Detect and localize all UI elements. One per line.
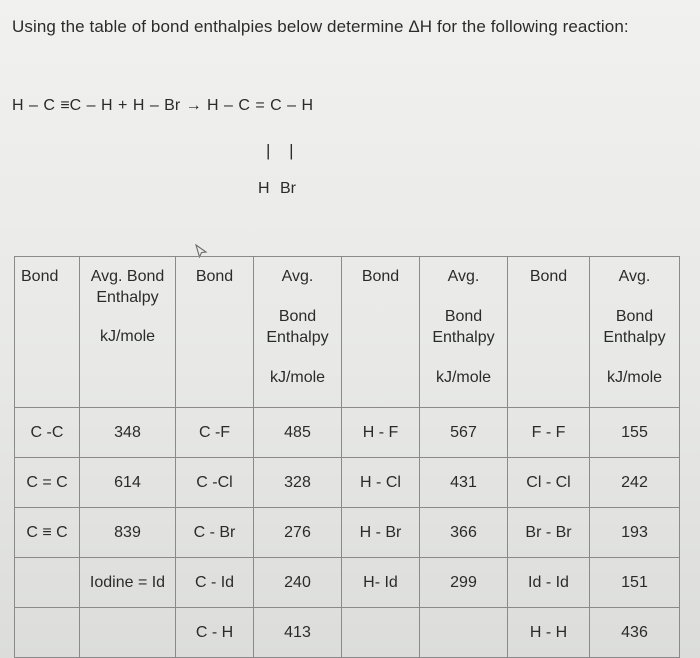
reaction-bond-lines: | | [266, 141, 294, 160]
table-cell: 299 [420, 558, 508, 608]
header-cell: Bond [342, 257, 420, 408]
header-cell: Avg. Bond Enthalpy kJ/mole [420, 257, 508, 408]
table-cell: H - H [508, 608, 590, 658]
table-cell: 242 [590, 458, 680, 508]
table-cell: 276 [254, 508, 342, 558]
table-cell: H - F [342, 408, 420, 458]
table-cell: 567 [420, 408, 508, 458]
header-cell: Avg. Bond Enthalpy kJ/mole [590, 257, 680, 408]
header-cell: Bond [15, 257, 80, 408]
table-cell: C -F [176, 408, 254, 458]
table-cell: 436 [590, 608, 680, 658]
table-row [15, 608, 680, 658]
table-cell: C - Id [176, 558, 254, 608]
table-cell: 839 [80, 508, 176, 558]
table-cell: H- Id [342, 558, 420, 608]
reaction-equation: H – C ≡C – H + H – Br → H – C = C – H [12, 97, 314, 114]
table-cell: H - Cl [342, 458, 420, 508]
table-cell: 151 [590, 558, 680, 608]
reaction-substituents: H Br [258, 180, 296, 197]
table-cell: Iodine = Id [80, 558, 176, 608]
table-cell: 193 [590, 508, 680, 558]
bond-enthalpy-table [14, 256, 680, 658]
table-cell: Br - Br [508, 508, 590, 558]
table-cell [342, 608, 420, 658]
table-row [15, 508, 680, 558]
table-cell: C -Cl [176, 458, 254, 508]
table-cell: C ≡ C [15, 508, 80, 558]
table-cell: H - Br [342, 508, 420, 558]
table-cell [420, 608, 508, 658]
table-row [15, 458, 680, 508]
table-cell: Cl - Cl [508, 458, 590, 508]
table-cell: 413 [254, 608, 342, 658]
table-cell: 328 [254, 458, 342, 508]
header-cell: Avg. Bond Enthalpy kJ/mole [254, 257, 342, 408]
header-cell: Bond [176, 257, 254, 408]
table-row [15, 408, 680, 458]
table-cell: 240 [254, 558, 342, 608]
table-cell: 485 [254, 408, 342, 458]
table-cell: 366 [420, 508, 508, 558]
table-cell: C = C [15, 458, 80, 508]
header-cell: Bond [508, 257, 590, 408]
table-cell: Id - Id [508, 558, 590, 608]
table-row [15, 558, 680, 608]
table-cell: 348 [80, 408, 176, 458]
table-cell [15, 608, 80, 658]
table-cell [80, 608, 176, 658]
table-cell: 155 [590, 408, 680, 458]
header-cell: Avg. Bond Enthalpy kJ/mole [80, 257, 176, 408]
table-cell: C - Br [176, 508, 254, 558]
table-cell [15, 558, 80, 608]
table-cell: 431 [420, 458, 508, 508]
table-cell: 614 [80, 458, 176, 508]
question-text: Using the table of bond enthalpies below determine ΔH for the following reaction: [12, 17, 629, 36]
table-header-row [15, 257, 680, 408]
table-cell: F - F [508, 408, 590, 458]
table-cell: C -C [15, 408, 80, 458]
table-cell: C - H [176, 608, 254, 658]
